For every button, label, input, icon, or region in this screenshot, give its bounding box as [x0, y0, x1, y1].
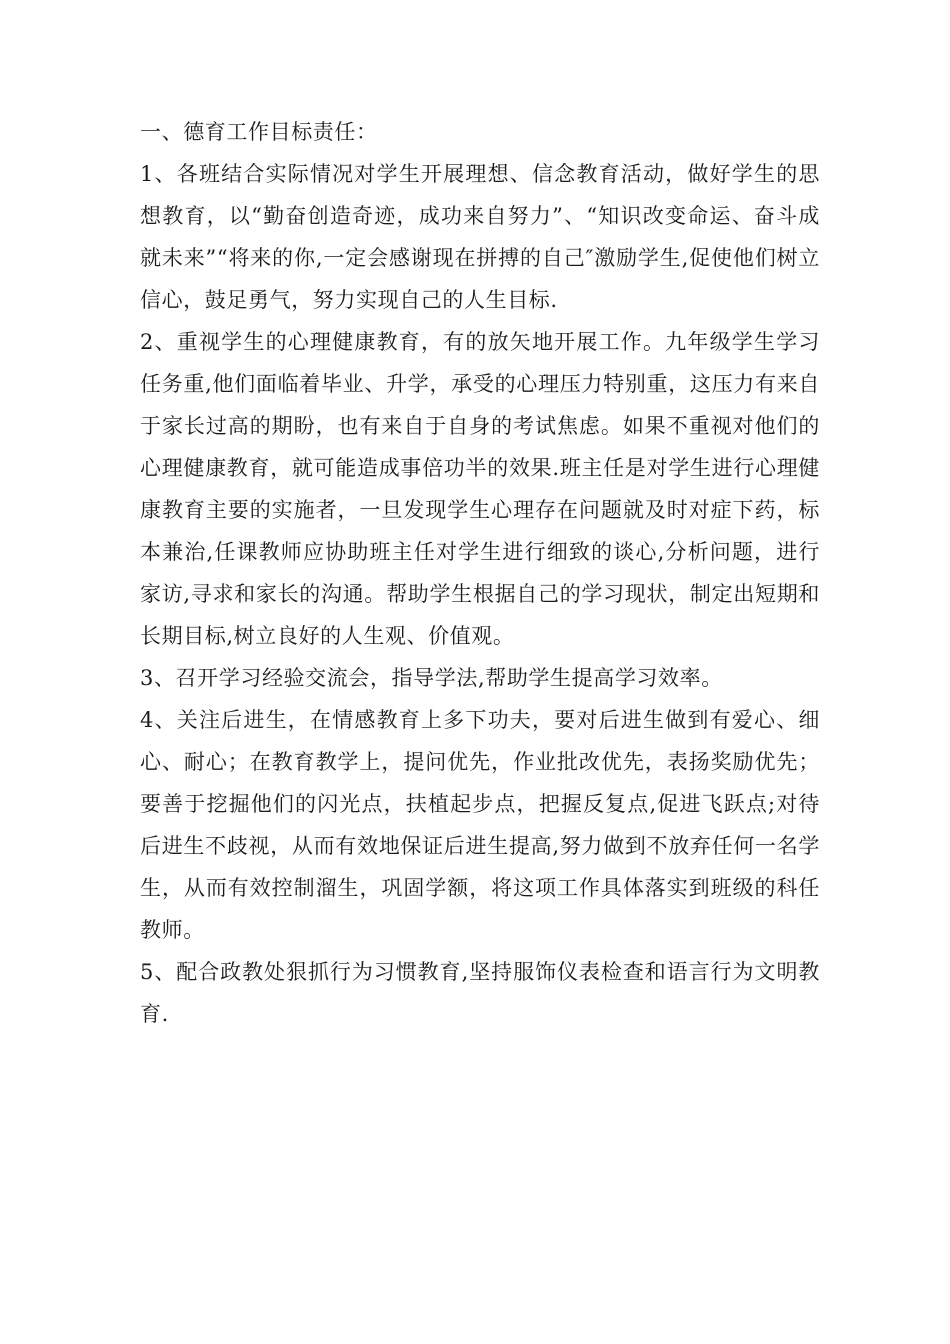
document-page	[140, 111, 820, 1035]
paragraph-item-5: 5、配合政教处狠抓行为习惯教育,坚持服饰仪表检查和语言行为文明教育.	[140, 960, 820, 1026]
paragraph-item-1: 1、各班结合实际情况对学生开展理想、信念教育活动，做好学生的思想教育，以“勤奋创造奇迹，成功来自努力”、“知识改变命运、奋斗成就未来”“将来的你,一定会感谢现在拼搏的自己″激励学生,促使他们树立信心，鼓足勇气，努力实现自己的人生目标.	[140, 162, 820, 312]
section-heading: 一、德育工作目标责任：	[140, 120, 378, 144]
paragraph-item-4: 4、关注后进生，在情感教育上多下功夫，要对后进生做到有爱心、细心、耐心；在教育教学上，提问优先，作业批改优先，表扬奖励优先；要善于挖掘他们的闪光点，扶植起步点，把握反复点,促进飞跃点;对待后进生不歧视，从而有效地保证后进生提高,努力做到不放弃任何一名学生，从而有效控制溜生，巩固学额，将这项工作具体落实到班级的科任教师。	[140, 708, 820, 942]
paragraph-item-2: 2、重视学生的心理健康教育，有的放矢地开展工作。九年级学生学习任务重,他们面临着毕业、升学，承受的心理压力特别重，这压力有来自于家长过高的期盼，也有来自于自身的考试焦虑。如果不重视对他们的心理健康教育，就可能造成事倍功半的效果.班主任是对学生进行心理健康教育主要的实施者，一旦发现学生心理存在问题就及时对症下药，标本兼治,任课教师应协助班主任对学生进行细致的谈心,分析问题，进行家访,寻求和家长的沟通。帮助学生根据自己的学习现状，制定出短期和长期目标,树立良好的人生观、价值观。	[140, 330, 820, 648]
paragraph-item-3: 3、召开学习经验交流会，指导学法,帮助学生提高学习效率。	[140, 666, 723, 690]
